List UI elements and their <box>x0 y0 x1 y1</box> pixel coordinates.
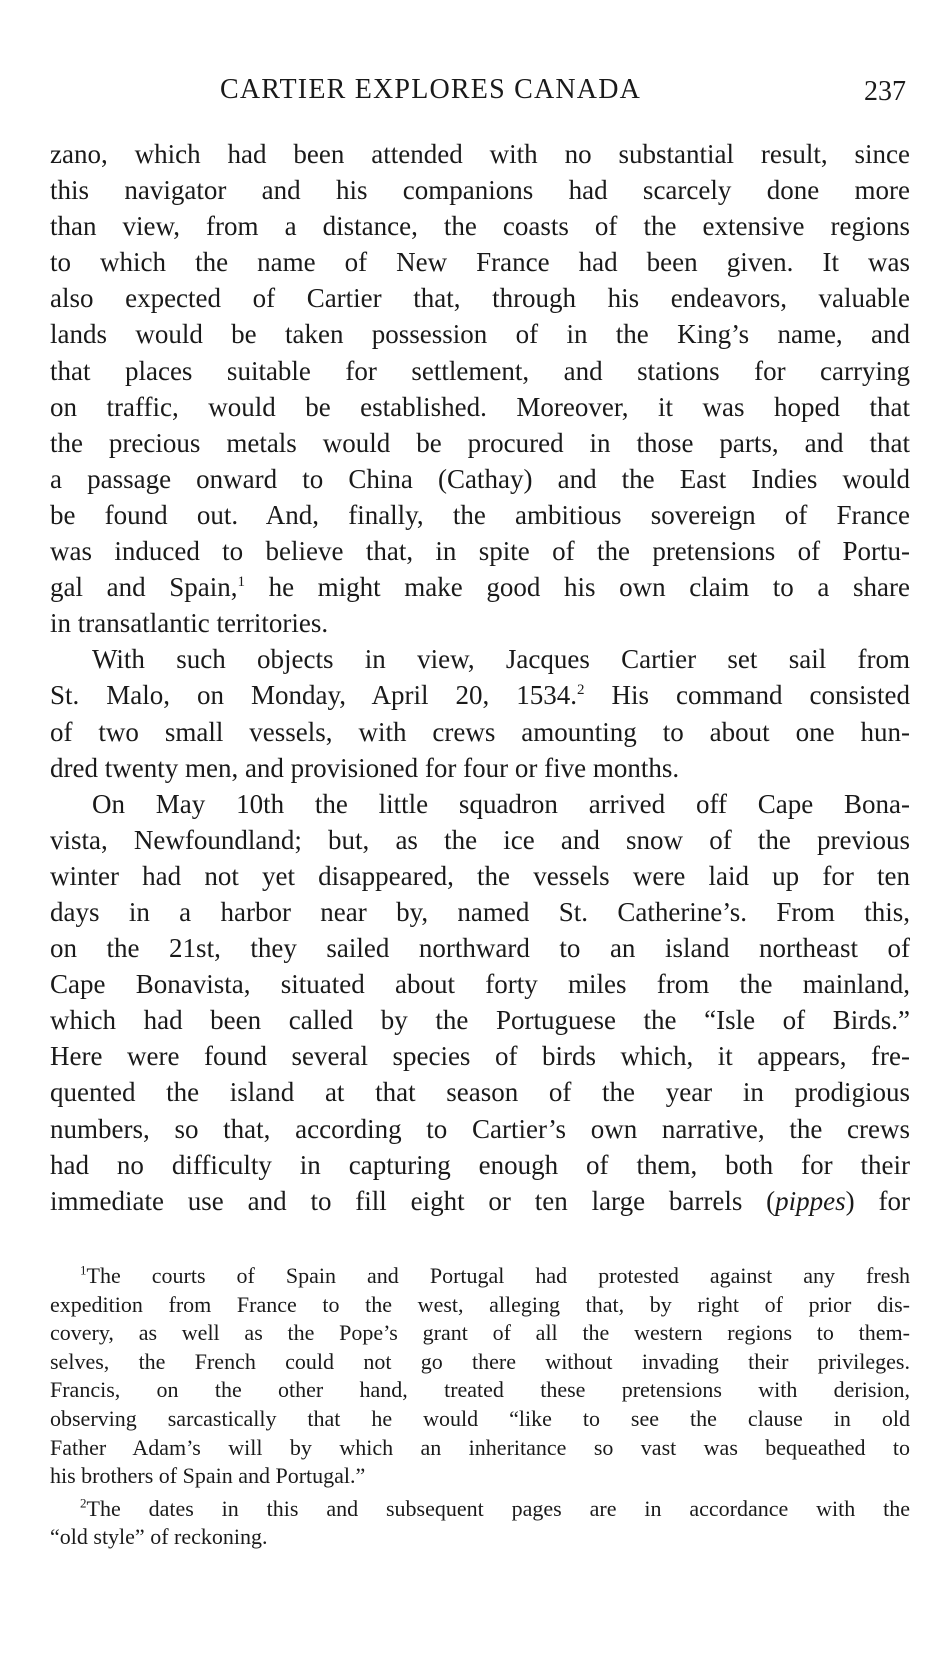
text-line: winter had not yet disappeared, the vessels were laid up for ten <box>50 860 910 891</box>
text-line: On May 10th the little squadron arrived off Cape Bona- <box>92 788 910 819</box>
body-text <box>50 136 910 1219</box>
text-line: was induced to believe that, in spite of the pretensions of Portu- <box>50 536 910 567</box>
footnotes <box>50 1262 910 1552</box>
text-line: With such objects in view, Jacques Cartier set sail from <box>92 644 910 675</box>
text-segment: St. Malo, on Monday, April 20, 1534. <box>50 680 578 711</box>
text-line: had no difficulty in capturing enough of them, both for their <box>50 1149 910 1180</box>
text-line: be found out. And, finally, the ambitious sovereign of France <box>50 499 910 530</box>
text-line: to which the name of New France had been given. It was <box>50 247 910 278</box>
text-line: Here were found several species of birds which, it appears, fre- <box>50 1041 910 1072</box>
text-segment: His command consisted <box>584 680 910 711</box>
text-segment: immediate use and to fill eight or ten large barrels ( <box>50 1185 776 1216</box>
footnote-line: his brothers of Spain and Portugal.” <box>50 1463 366 1489</box>
text-line: which had been called by the Portuguese the “Isle of Birds.” <box>50 1005 910 1036</box>
text-segment: ) for <box>845 1185 910 1216</box>
text-segment: he might make good his own claim to a share <box>244 572 910 603</box>
text-line <box>50 677 910 713</box>
text-line <box>50 1183 910 1219</box>
footnote-line: covery, as well as the Pope’s grant of all the western regions to them- <box>50 1320 910 1346</box>
footnote-marker-1: 1 <box>80 1262 87 1278</box>
footnote-marker-2: 2 <box>80 1495 87 1511</box>
footnote-text: The courts of Spain and Portugal had protested against any fresh <box>86 1263 910 1288</box>
footnote-line: Father Adam’s will by which an inheritance so vast was bequeathed to <box>50 1434 910 1460</box>
text-line: zano, which had been attended with no substantial result, since <box>50 139 910 169</box>
text-line: vista, Newfoundland; but, as the ice and snow of the previous <box>50 824 910 855</box>
footnote-line: Francis, on the other hand, treated these pretensions with derision, <box>50 1377 910 1403</box>
page-number: 237 <box>864 76 906 107</box>
footnote-ref-2[interactable]: 2 <box>577 682 585 699</box>
running-title: CARTIER EXPLORES CANADA <box>220 74 642 105</box>
text-line: of two small vessels, with crews amounting to about one hun- <box>50 716 910 747</box>
text-line: this navigator and his companions had scarcely done more <box>50 175 910 206</box>
text-line: on traffic, would be established. Moreover, it was hoped that <box>50 391 910 422</box>
page-header <box>50 74 910 114</box>
text-line: Cape Bonavista, situated about forty miles from the mainland, <box>50 969 910 1000</box>
text-line <box>50 569 910 605</box>
footnote-line <box>50 1495 910 1524</box>
text-line: dred twenty men, and provisioned for four or five months. <box>50 752 680 783</box>
text-line: lands would be taken possession of in the King’s name, and <box>50 319 910 350</box>
footnote-line: “old style” of reckoning. <box>50 1524 268 1550</box>
text-segment: gal and Spain, <box>50 572 238 603</box>
footnote-line: selves, the French could not go there without invading their privileges. <box>50 1348 910 1374</box>
text-line: quented the island at that season of the year in prodigious <box>50 1077 910 1108</box>
text-line: than view, from a distance, the coasts of the extensive regions <box>50 211 910 242</box>
italic-term: pippes <box>775 1185 846 1216</box>
text-line: the precious metals would be procured in those parts, and that <box>50 427 910 458</box>
text-line: also expected of Cartier that, through his endeavors, valuable <box>50 283 910 314</box>
footnote-line: observing sarcastically that he would “like to see the clause in old <box>50 1405 910 1431</box>
text-line: on the 21st, they sailed northward to an island northeast of <box>50 933 910 964</box>
text-line: in transatlantic territories. <box>50 608 329 639</box>
footnote-line: expedition from France to the west, alleging that, by right of prior dis- <box>50 1291 910 1317</box>
footnote-ref-1[interactable]: 1 <box>237 574 245 591</box>
text-line: that places suitable for settlement, and stations for carrying <box>50 355 910 386</box>
text-line: days in a harbor near by, named St. Catherine’s. From this, <box>50 896 910 927</box>
text-line: numbers, so that, according to Cartier’s own narrative, the crews <box>50 1113 910 1144</box>
footnote-text: The dates in this and subsequent pages are in accordance with the <box>86 1495 910 1521</box>
text-line: a passage onward to China (Cathay) and the East Indies would <box>50 463 910 494</box>
footnote-line <box>50 1262 910 1291</box>
